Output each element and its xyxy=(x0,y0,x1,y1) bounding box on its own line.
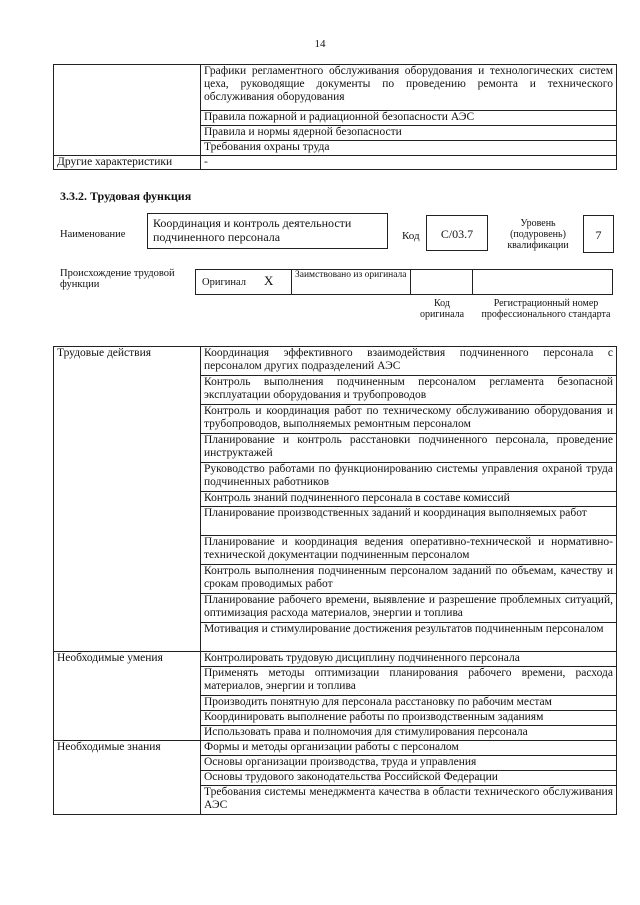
other-characteristics-value: - xyxy=(201,156,617,170)
origin-box xyxy=(195,269,613,295)
divider xyxy=(472,269,473,295)
reg-number-caption: Регистрационный номер профессионального стандарта xyxy=(481,298,611,320)
code-value-box: С/03.7 xyxy=(426,215,488,251)
table-row: Планирование рабочего времени, выявление и разрешение проблемных ситуаций, оптимизация расхода материалов, энергии и топлива xyxy=(201,594,617,623)
section-heading: 3.3.2. Трудовая функция xyxy=(60,189,192,203)
code-original-caption: Код оригинала xyxy=(419,298,465,320)
table-row: Контролировать трудовую дисциплину подчиненного персонала xyxy=(201,652,617,667)
table-row: Требования охраны труда xyxy=(201,141,617,156)
table-row: Графики регламентного обслуживания оборудования и технологических систем цеха, руководящие документы по проведению ремонта и технического обслуживания оборудования xyxy=(201,65,617,111)
divider xyxy=(410,269,411,295)
page-number: 14 xyxy=(314,38,326,50)
labor-function-table xyxy=(53,346,617,815)
table-row: Формы и методы организации работы с персоналом xyxy=(201,741,617,756)
group-label: Трудовые действия xyxy=(54,347,201,652)
table-row: Правила пожарной и радиационной безопасности АЭС xyxy=(201,111,617,126)
table-row: Применять методы оптимизации планирования рабочего времени, расхода материалов, энергии и топлива xyxy=(201,667,617,696)
table-row: Контроль выполнения подчиненным персоналом регламента безопасной эксплуатации оборудования и трубопроводов xyxy=(201,376,617,405)
table-row: Руководство работами по функционированию системы управления охраной труда подчиненных работников xyxy=(201,463,617,492)
table-row: Основы трудового законодательства Российской Федерации xyxy=(201,771,617,786)
group-label: Необходимые умения xyxy=(54,652,201,741)
table-row: Координировать выполнение работы по производственным заданиям xyxy=(201,711,617,726)
original-mark: Х xyxy=(264,273,274,288)
origin-label: Происхождение трудовой функции xyxy=(60,268,175,290)
table-row: Производить понятную для персонала расстановку по рабочим местам xyxy=(201,696,617,711)
empty-cell xyxy=(54,65,201,156)
table-row: Контроль знаний подчиненного персонала в составе комиссий xyxy=(201,492,617,507)
table-row: Планирование и контроль расстановки подчиненного персонала, проведение инструктажей xyxy=(201,434,617,463)
level-value-box: 7 xyxy=(583,215,614,253)
table-row: Мотивация и стимулирование достижения результатов подчиненным персоналом xyxy=(201,623,617,652)
table-row: Координация эффективного взаимодействия подчиненного персонала с персоналом других подразделений АЭС xyxy=(201,347,617,376)
other-characteristics-label: Другие характеристики xyxy=(54,156,201,170)
original-label: Оригинал xyxy=(202,277,246,288)
top-table xyxy=(53,64,617,170)
table-row: Основы организации производства, труда и управления xyxy=(201,756,617,771)
name-label: Наименование xyxy=(60,229,126,240)
table-row: Планирование производственных заданий и координация выполняемых работ xyxy=(201,507,617,536)
table-row: Контроль выполнения подчиненным персоналом заданий по объемам, качеству и срокам проводимых работ xyxy=(201,565,617,594)
code-label: Код xyxy=(402,230,420,242)
table-row: Правила и нормы ядерной безопасности xyxy=(201,126,617,141)
group-label: Необходимые знания xyxy=(54,741,201,815)
borrowed-label: Заимствовано из оригинала xyxy=(295,270,407,280)
table-row: Использовать права и полномочия для стимулирования персонала xyxy=(201,726,617,741)
level-label: Уровень (подуровень) квалификации xyxy=(507,218,569,251)
table-row: Планирование и координация ведения оперативно-технической и нормативно-технической документации подчиненным персоналом xyxy=(201,536,617,565)
table-row: Контроль и координация работ по техническому обслуживанию оборудования и трубопроводов, выполняемых ремонтным персоналом xyxy=(201,405,617,434)
divider xyxy=(291,269,292,295)
function-name-box: Координация и контроль деятельности подчиненного персонала xyxy=(147,213,388,249)
table-row: Требования системы менеджмента качества в области технического обслуживания АЭС xyxy=(201,786,617,815)
